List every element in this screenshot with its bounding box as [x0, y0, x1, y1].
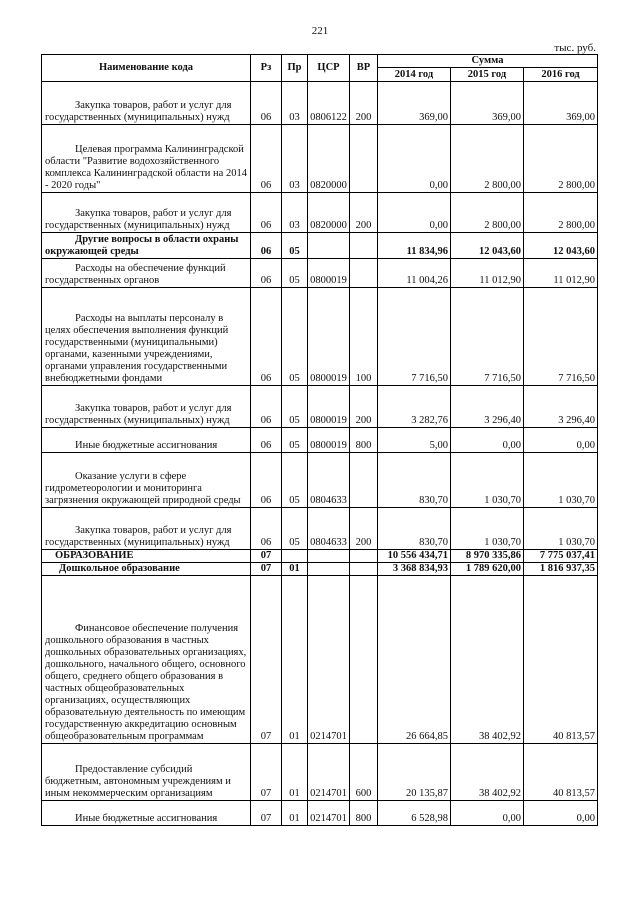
header-2014: 2014 год — [378, 68, 451, 82]
row-2014: 830,70 — [378, 508, 451, 550]
row-vr — [350, 550, 378, 563]
row-csr: 0820000 — [308, 193, 350, 233]
header-sum: Сумма — [378, 55, 598, 68]
row-csr: 0800019 — [308, 428, 350, 453]
row-pr: 01 — [282, 563, 308, 576]
row-vr — [350, 125, 378, 193]
row-2016: 369,00 — [524, 82, 598, 125]
row-rz: 07 — [251, 801, 282, 826]
row-csr: 0214701 — [308, 576, 350, 744]
row-vr: 200 — [350, 386, 378, 428]
header-pr: Пр — [282, 55, 308, 82]
row-csr: 0804633 — [308, 453, 350, 508]
row-2015: 0,00 — [451, 428, 524, 453]
row-name: Иные бюджетные ассигнования — [42, 801, 251, 826]
row-rz: 06 — [251, 259, 282, 288]
row-vr: 200 — [350, 508, 378, 550]
header-csr: ЦСР — [308, 55, 350, 82]
row-2014: 6 528,98 — [378, 801, 451, 826]
row-vr: 800 — [350, 801, 378, 826]
row-2015: 1 030,70 — [451, 453, 524, 508]
row-pr: 03 — [282, 193, 308, 233]
table-row — [42, 550, 598, 563]
row-2016: 40 813,57 — [524, 744, 598, 801]
row-2014: 11 004,26 — [378, 259, 451, 288]
table-row — [42, 563, 598, 576]
header-2015: 2015 год — [451, 68, 524, 82]
page-number: 221 — [311, 25, 329, 37]
row-2015: 8 970 335,86 — [451, 550, 524, 563]
table-row — [42, 801, 598, 826]
row-rz: 07 — [251, 563, 282, 576]
units-label: тыс. руб. — [554, 42, 596, 54]
row-pr: 05 — [282, 453, 308, 508]
row-csr: 0820000 — [308, 125, 350, 193]
row-vr: 100 — [350, 288, 378, 386]
row-2016: 0,00 — [524, 428, 598, 453]
table-row — [42, 576, 598, 744]
table-row — [42, 125, 598, 193]
row-name: Расходы на обеспечение функций государственных органов — [42, 259, 251, 288]
row-csr — [308, 233, 350, 259]
row-pr: 05 — [282, 288, 308, 386]
row-2015: 11 012,90 — [451, 259, 524, 288]
table-row — [42, 386, 598, 428]
row-rz: 06 — [251, 82, 282, 125]
row-name: Иные бюджетные ассигнования — [42, 428, 251, 453]
row-vr: 600 — [350, 744, 378, 801]
row-name: Целевая программа Калининградской области "Развитие водохозяйственного комплекса Калининградской области на 2014 - 2020 годы" — [42, 125, 251, 193]
row-2014: 11 834,96 — [378, 233, 451, 259]
table-row — [42, 288, 598, 386]
row-vr — [350, 576, 378, 744]
row-vr — [350, 453, 378, 508]
row-name: Финансовое обеспечение получения дошкольного образования в частных дошкольных образовательных организациях, дошкольного, начального общего, основного общего, среднего общего образования в частных общеобразовательных организациях, осуществляющих образовательную деятельность по имеющим государственную аккредитацию основным общеобразовательным программам — [42, 576, 251, 744]
row-2015: 1 789 620,00 — [451, 563, 524, 576]
row-2014: 26 664,85 — [378, 576, 451, 744]
row-vr — [350, 233, 378, 259]
table-row — [42, 233, 598, 259]
row-2015: 369,00 — [451, 82, 524, 125]
row-pr: 05 — [282, 233, 308, 259]
row-rz: 06 — [251, 288, 282, 386]
row-2015: 7 716,50 — [451, 288, 524, 386]
row-2015: 38 402,92 — [451, 576, 524, 744]
row-2014: 7 716,50 — [378, 288, 451, 386]
row-name: Дошкольное образование — [42, 563, 251, 576]
header-name: Наименование кода — [42, 55, 251, 82]
header-rz: Рз — [251, 55, 282, 82]
row-vr — [350, 259, 378, 288]
row-pr: 05 — [282, 428, 308, 453]
table-row — [42, 82, 598, 125]
header-2016: 2016 год — [524, 68, 598, 82]
row-2015: 2 800,00 — [451, 125, 524, 193]
row-rz: 06 — [251, 193, 282, 233]
row-2014: 3 368 834,93 — [378, 563, 451, 576]
row-2016: 2 800,00 — [524, 193, 598, 233]
row-2014: 369,00 — [378, 82, 451, 125]
row-2016: 1 030,70 — [524, 453, 598, 508]
row-csr: 0800019 — [308, 259, 350, 288]
row-2015: 12 043,60 — [451, 233, 524, 259]
table-row — [42, 453, 598, 508]
row-vr: 200 — [350, 193, 378, 233]
row-pr: 05 — [282, 386, 308, 428]
row-name: ОБРАЗОВАНИЕ — [42, 550, 251, 563]
row-csr: 0804633 — [308, 508, 350, 550]
row-2015: 1 030,70 — [451, 508, 524, 550]
row-csr: 0800019 — [308, 386, 350, 428]
row-2016: 7 775 037,41 — [524, 550, 598, 563]
row-rz: 06 — [251, 453, 282, 508]
row-2016: 3 296,40 — [524, 386, 598, 428]
row-name: Предоставление субсидий бюджетным, автономным учреждениям и иным некоммерческим организациям — [42, 744, 251, 801]
table-row — [42, 259, 598, 288]
row-name: Другие вопросы в области охраны окружающей среды — [42, 233, 251, 259]
row-2015: 2 800,00 — [451, 193, 524, 233]
row-2014: 20 135,87 — [378, 744, 451, 801]
row-2014: 830,70 — [378, 453, 451, 508]
row-2014: 0,00 — [378, 125, 451, 193]
row-rz: 07 — [251, 744, 282, 801]
row-rz: 06 — [251, 233, 282, 259]
row-2015: 0,00 — [451, 801, 524, 826]
row-2016: 0,00 — [524, 801, 598, 826]
table-row — [42, 428, 598, 453]
row-name: Закупка товаров, работ и услуг для государственных (муниципальных) нужд — [42, 508, 251, 550]
row-rz: 06 — [251, 386, 282, 428]
row-csr — [308, 550, 350, 563]
row-pr: 05 — [282, 508, 308, 550]
row-2014: 10 556 434,71 — [378, 550, 451, 563]
row-2015: 3 296,40 — [451, 386, 524, 428]
row-2014: 3 282,76 — [378, 386, 451, 428]
row-pr: 03 — [282, 82, 308, 125]
row-name: Закупка товаров, работ и услуг для государственных (муниципальных) нужд — [42, 193, 251, 233]
row-vr: 200 — [350, 82, 378, 125]
row-name: Оказание услуги в сфере гидрометеорологии и мониторинга загрязнения окружающей природной среды — [42, 453, 251, 508]
row-2016: 2 800,00 — [524, 125, 598, 193]
header-vr: ВР — [350, 55, 378, 82]
table-row — [42, 193, 598, 233]
row-pr: 01 — [282, 576, 308, 744]
row-2016: 1 816 937,35 — [524, 563, 598, 576]
row-name: Расходы на выплаты персоналу в целях обеспечения выполнения функций государственными (муниципальными) органами, казенными учреждениями, органами управления государственными внебюджетными фондами — [42, 288, 251, 386]
row-pr: 03 — [282, 125, 308, 193]
row-csr: 0800019 — [308, 288, 350, 386]
row-2016: 1 030,70 — [524, 508, 598, 550]
budget-table — [41, 54, 598, 826]
row-2016: 12 043,60 — [524, 233, 598, 259]
row-vr: 800 — [350, 428, 378, 453]
row-2014: 0,00 — [378, 193, 451, 233]
row-pr: 01 — [282, 744, 308, 801]
table-row — [42, 744, 598, 801]
row-rz: 06 — [251, 508, 282, 550]
row-pr — [282, 550, 308, 563]
row-2016: 11 012,90 — [524, 259, 598, 288]
row-csr: 0214701 — [308, 801, 350, 826]
row-csr — [308, 563, 350, 576]
row-pr: 05 — [282, 259, 308, 288]
row-rz: 06 — [251, 125, 282, 193]
row-2016: 40 813,57 — [524, 576, 598, 744]
row-csr: 0214701 — [308, 744, 350, 801]
row-2016: 7 716,50 — [524, 288, 598, 386]
row-csr: 0806122 — [308, 82, 350, 125]
row-rz: 06 — [251, 428, 282, 453]
row-name: Закупка товаров, работ и услуг для государственных (муниципальных) нужд — [42, 386, 251, 428]
row-rz: 07 — [251, 576, 282, 744]
row-2014: 5,00 — [378, 428, 451, 453]
table-row — [42, 508, 598, 550]
row-vr — [350, 563, 378, 576]
row-2015: 38 402,92 — [451, 744, 524, 801]
row-name: Закупка товаров, работ и услуг для государственных (муниципальных) нужд — [42, 82, 251, 125]
row-pr: 01 — [282, 801, 308, 826]
row-rz: 07 — [251, 550, 282, 563]
